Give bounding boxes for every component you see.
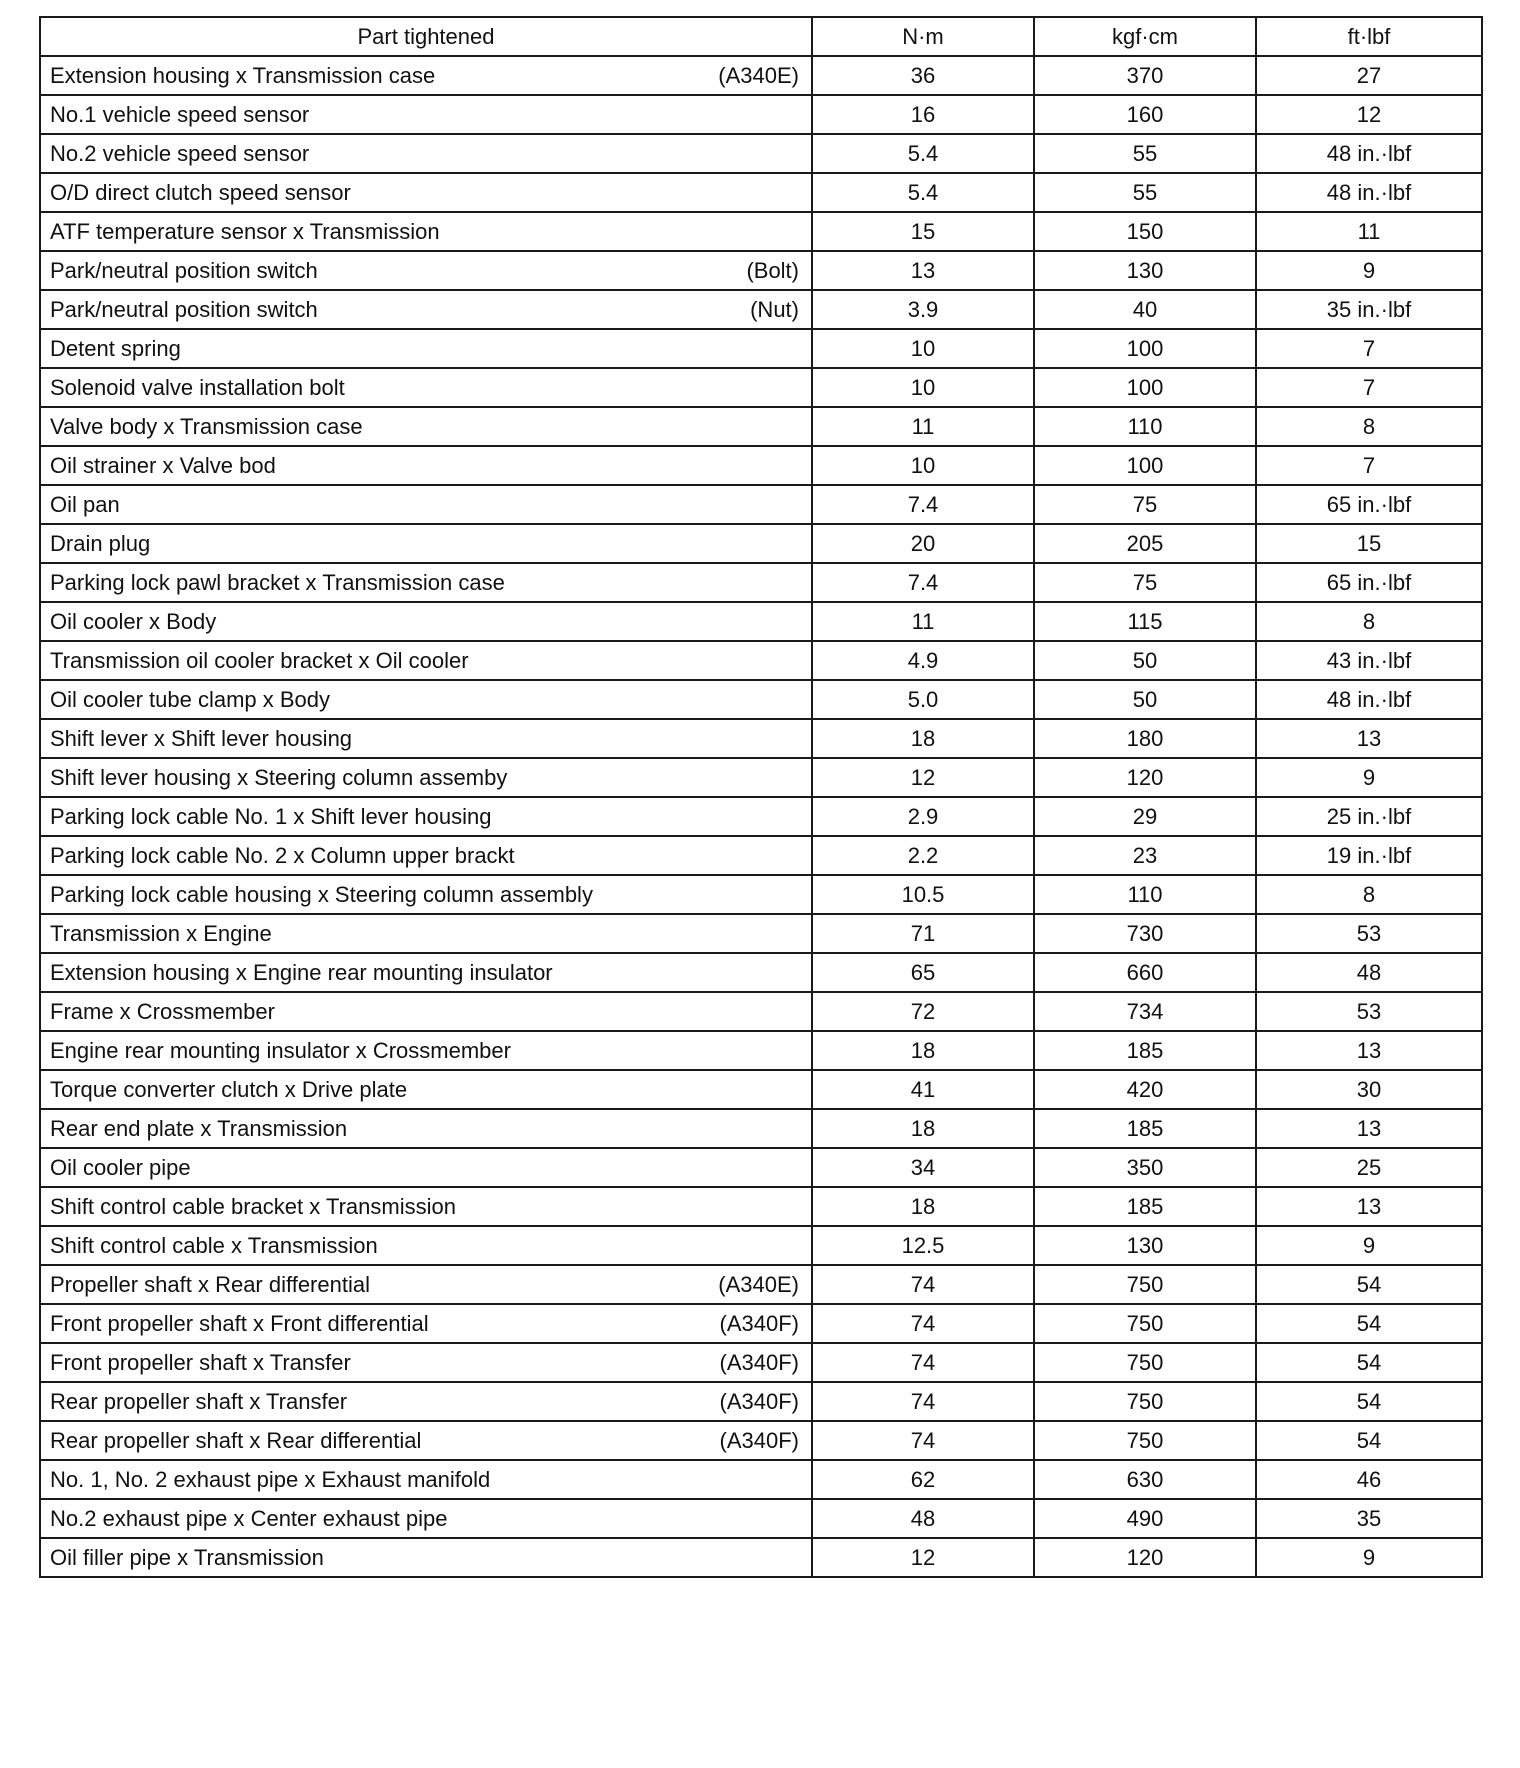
kgf-cm-value: 100 (1034, 446, 1256, 485)
nm-value: 18 (812, 719, 1034, 758)
kgf-cm-value: 115 (1034, 602, 1256, 641)
part-name: No. 1, No. 2 exhaust pipe x Exhaust manifold (50, 1467, 491, 1492)
part-cell (40, 1265, 812, 1304)
kgf-cm-value: 29 (1034, 797, 1256, 836)
nm-value: 5.4 (812, 134, 1034, 173)
nm-value: 5.0 (812, 680, 1034, 719)
nm-value: 10 (812, 329, 1034, 368)
part-cell-content (41, 1500, 811, 1537)
kgf-cm-value: 23 (1034, 836, 1256, 875)
table-row (40, 251, 1482, 290)
kgf-cm-value: 734 (1034, 992, 1256, 1031)
part-name: Oil filler pipe x Transmission (50, 1545, 324, 1570)
nm-value: 15 (812, 212, 1034, 251)
table-row (40, 1070, 1482, 1109)
nm-value: 62 (812, 1460, 1034, 1499)
part-name: Oil cooler pipe (50, 1155, 191, 1180)
table-row (40, 368, 1482, 407)
part-cell (40, 1538, 812, 1577)
part-name: Front propeller shaft x Transfer (50, 1350, 351, 1375)
part-cell-content (41, 1422, 811, 1459)
kgf-cm-value: 100 (1034, 368, 1256, 407)
ft-lbf-value: 54 (1256, 1304, 1482, 1343)
torque-spec-sheet (39, 16, 1483, 1578)
part-cell (40, 1460, 812, 1499)
kgf-cm-value: 120 (1034, 758, 1256, 797)
kgf-cm-value: 185 (1034, 1109, 1256, 1148)
part-name: Propeller shaft x Rear differential (50, 1272, 370, 1297)
part-cell (40, 1148, 812, 1187)
kgf-cm-value: 120 (1034, 1538, 1256, 1577)
part-cell-content (41, 915, 811, 952)
kgf-cm-value: 50 (1034, 641, 1256, 680)
nm-value: 74 (812, 1382, 1034, 1421)
part-cell (40, 524, 812, 563)
table-row (40, 641, 1482, 680)
part-name: Oil cooler tube clamp x Body (50, 687, 331, 712)
part-cell (40, 368, 812, 407)
part-name: Rear propeller shaft x Transfer (50, 1389, 348, 1414)
part-cell (40, 1226, 812, 1265)
ft-lbf-value: 8 (1256, 602, 1482, 641)
nm-value: 71 (812, 914, 1034, 953)
kgf-cm-value: 420 (1034, 1070, 1256, 1109)
part-name: Parking lock pawl bracket x Transmission case (50, 570, 505, 595)
part-name: Front propeller shaft x Front differential (50, 1311, 429, 1336)
part-cell-content (41, 174, 811, 211)
part-cell-content (41, 564, 811, 601)
part-cell-content (41, 1383, 811, 1420)
part-cell-content (41, 798, 811, 835)
part-cell-content (41, 720, 811, 757)
part-cell-content (41, 1344, 811, 1381)
table-row (40, 407, 1482, 446)
part-name: Rear propeller shaft x Rear differential (50, 1428, 422, 1453)
kgf-cm-value: 750 (1034, 1265, 1256, 1304)
part-cell (40, 992, 812, 1031)
part-name: Shift control cable bracket x Transmission (50, 1194, 456, 1219)
part-model-note: (A340F) (719, 1389, 799, 1414)
part-model-note: (A340E) (718, 1272, 799, 1297)
kgf-cm-value: 110 (1034, 407, 1256, 446)
nm-value: 10 (812, 446, 1034, 485)
part-name: Parking lock cable No. 2 x Column upper brackt (50, 843, 515, 868)
part-cell-content (41, 1071, 811, 1108)
table-row (40, 290, 1482, 329)
part-name: Transmission oil cooler bracket x Oil cooler (50, 648, 469, 673)
table-row (40, 1382, 1482, 1421)
part-cell (40, 329, 812, 368)
table-row (40, 329, 1482, 368)
part-cell (40, 1499, 812, 1538)
part-cell-content (41, 993, 811, 1030)
part-cell (40, 1031, 812, 1070)
ft-lbf-value: 12 (1256, 95, 1482, 134)
ft-lbf-value: 54 (1256, 1265, 1482, 1304)
part-name: No.1 vehicle speed sensor (50, 102, 310, 127)
ft-lbf-value: 9 (1256, 758, 1482, 797)
ft-lbf-value: 48 (1256, 953, 1482, 992)
part-cell-content (41, 1539, 811, 1576)
part-cell-content (41, 1227, 811, 1264)
torque-spec-table (39, 16, 1483, 1578)
ft-lbf-value: 43 in.·lbf (1256, 641, 1482, 680)
kgf-cm-value: 180 (1034, 719, 1256, 758)
part-cell (40, 1070, 812, 1109)
nm-value: 74 (812, 1343, 1034, 1382)
part-name: Rear end plate x Transmission (50, 1116, 348, 1141)
part-name: Drain plug (50, 531, 151, 556)
ft-lbf-value: 35 in.·lbf (1256, 290, 1482, 329)
part-name: Extension housing x Transmission case (50, 63, 436, 88)
part-name: Park/neutral position switch (50, 297, 318, 322)
part-cell (40, 1421, 812, 1460)
part-cell (40, 953, 812, 992)
part-cell-content (41, 408, 811, 445)
part-cell-content (41, 1032, 811, 1069)
kgf-cm-value: 205 (1034, 524, 1256, 563)
part-cell (40, 1382, 812, 1421)
header-kgf-cm: kgf·cm (1034, 17, 1256, 56)
kgf-cm-value: 660 (1034, 953, 1256, 992)
table-row (40, 95, 1482, 134)
part-cell (40, 680, 812, 719)
nm-value: 48 (812, 1499, 1034, 1538)
table-row (40, 563, 1482, 602)
kgf-cm-value: 50 (1034, 680, 1256, 719)
part-cell (40, 485, 812, 524)
ft-lbf-value: 19 in.·lbf (1256, 836, 1482, 875)
table-row (40, 875, 1482, 914)
table-row (40, 602, 1482, 641)
table-body (40, 56, 1482, 1577)
kgf-cm-value: 110 (1034, 875, 1256, 914)
part-cell (40, 446, 812, 485)
ft-lbf-value: 9 (1256, 251, 1482, 290)
header-ft-lbf: ft·lbf (1256, 17, 1482, 56)
part-cell (40, 251, 812, 290)
part-cell (40, 875, 812, 914)
kgf-cm-value: 75 (1034, 485, 1256, 524)
table-row (40, 797, 1482, 836)
part-cell-content (41, 1110, 811, 1147)
part-cell (40, 290, 812, 329)
table-row (40, 1148, 1482, 1187)
part-name: ATF temperature sensor x Transmission (50, 219, 440, 244)
nm-value: 34 (812, 1148, 1034, 1187)
kgf-cm-value: 150 (1034, 212, 1256, 251)
ft-lbf-value: 13 (1256, 1031, 1482, 1070)
part-cell-content (41, 96, 811, 133)
part-cell (40, 914, 812, 953)
nm-value: 11 (812, 407, 1034, 446)
table-row (40, 1538, 1482, 1577)
table-row (40, 212, 1482, 251)
table-row (40, 836, 1482, 875)
table-row (40, 1343, 1482, 1382)
ft-lbf-value: 48 in.·lbf (1256, 680, 1482, 719)
ft-lbf-value: 7 (1256, 368, 1482, 407)
part-cell-content (41, 954, 811, 991)
table-row (40, 719, 1482, 758)
part-cell-content (41, 252, 811, 289)
part-cell-content (41, 291, 811, 328)
part-name: Parking lock cable housing x Steering column assembly (50, 882, 593, 907)
part-cell (40, 407, 812, 446)
header-row (40, 17, 1482, 56)
kgf-cm-value: 160 (1034, 95, 1256, 134)
ft-lbf-value: 9 (1256, 1538, 1482, 1577)
nm-value: 11 (812, 602, 1034, 641)
ft-lbf-value: 13 (1256, 1187, 1482, 1226)
part-cell-content (41, 876, 811, 913)
part-name: Shift lever housing x Steering column assemby (50, 765, 508, 790)
table-row (40, 1304, 1482, 1343)
table-row (40, 1499, 1482, 1538)
ft-lbf-value: 48 in.·lbf (1256, 134, 1482, 173)
part-cell-content (41, 1188, 811, 1225)
kgf-cm-value: 750 (1034, 1304, 1256, 1343)
ft-lbf-value: 8 (1256, 875, 1482, 914)
ft-lbf-value: 65 in.·lbf (1256, 485, 1482, 524)
kgf-cm-value: 40 (1034, 290, 1256, 329)
table-row (40, 446, 1482, 485)
header-part-tightened: Part tightened (40, 17, 812, 56)
ft-lbf-value: 65 in.·lbf (1256, 563, 1482, 602)
part-cell (40, 173, 812, 212)
kgf-cm-value: 130 (1034, 251, 1256, 290)
table-row (40, 1031, 1482, 1070)
part-name: No.2 exhaust pipe x Center exhaust pipe (50, 1506, 448, 1531)
table-row (40, 1226, 1482, 1265)
nm-value: 7.4 (812, 485, 1034, 524)
part-cell (40, 56, 812, 95)
nm-value: 10 (812, 368, 1034, 407)
table-row (40, 56, 1482, 95)
ft-lbf-value: 9 (1256, 1226, 1482, 1265)
ft-lbf-value: 11 (1256, 212, 1482, 251)
kgf-cm-value: 185 (1034, 1187, 1256, 1226)
part-cell-content (41, 1461, 811, 1498)
kgf-cm-value: 185 (1034, 1031, 1256, 1070)
part-name: Parking lock cable No. 1 x Shift lever housing (50, 804, 492, 829)
part-name: Park/neutral position switch (50, 258, 318, 283)
part-cell-content (41, 447, 811, 484)
ft-lbf-value: 48 in.·lbf (1256, 173, 1482, 212)
part-cell-content (41, 681, 811, 718)
kgf-cm-value: 55 (1034, 173, 1256, 212)
part-cell-content (41, 330, 811, 367)
part-cell (40, 641, 812, 680)
part-name: Oil cooler x Body (50, 609, 217, 634)
part-cell (40, 836, 812, 875)
table-row (40, 1421, 1482, 1460)
ft-lbf-value: 53 (1256, 914, 1482, 953)
nm-value: 12 (812, 758, 1034, 797)
table-row (40, 1265, 1482, 1304)
part-model-note: (A340E) (718, 63, 799, 88)
nm-value: 2.9 (812, 797, 1034, 836)
ft-lbf-value: 15 (1256, 524, 1482, 563)
table-row (40, 758, 1482, 797)
part-cell (40, 1343, 812, 1382)
part-cell-content (41, 525, 811, 562)
ft-lbf-value: 27 (1256, 56, 1482, 95)
part-name: O/D direct clutch speed sensor (50, 180, 351, 205)
part-name: Oil pan (50, 492, 120, 517)
nm-value: 72 (812, 992, 1034, 1031)
part-name: Shift control cable x Transmission (50, 1233, 378, 1258)
ft-lbf-value: 46 (1256, 1460, 1482, 1499)
table-row (40, 485, 1482, 524)
ft-lbf-value: 25 in.·lbf (1256, 797, 1482, 836)
part-cell (40, 797, 812, 836)
part-name: Oil strainer x Valve bod (50, 453, 276, 478)
nm-value: 12 (812, 1538, 1034, 1577)
kgf-cm-value: 730 (1034, 914, 1256, 953)
nm-value: 74 (812, 1421, 1034, 1460)
nm-value: 13 (812, 251, 1034, 290)
nm-value: 18 (812, 1031, 1034, 1070)
part-model-note: (A340F) (719, 1311, 799, 1336)
nm-value: 5.4 (812, 173, 1034, 212)
table-row (40, 992, 1482, 1031)
part-name: Engine rear mounting insulator x Crossmember (50, 1038, 511, 1063)
nm-value: 2.2 (812, 836, 1034, 875)
part-cell-content (41, 837, 811, 874)
kgf-cm-value: 750 (1034, 1382, 1256, 1421)
ft-lbf-value: 7 (1256, 329, 1482, 368)
ft-lbf-value: 7 (1256, 446, 1482, 485)
part-cell (40, 134, 812, 173)
nm-value: 10.5 (812, 875, 1034, 914)
part-name: Valve body x Transmission case (50, 414, 363, 439)
part-cell (40, 719, 812, 758)
table-row (40, 1460, 1482, 1499)
part-name: Shift lever x Shift lever housing (50, 726, 353, 751)
part-model-note: (Nut) (750, 297, 799, 322)
header-nm: N·m (812, 17, 1034, 56)
nm-value: 18 (812, 1187, 1034, 1226)
nm-value: 65 (812, 953, 1034, 992)
ft-lbf-value: 13 (1256, 1109, 1482, 1148)
part-cell-content (41, 213, 811, 250)
part-cell-content (41, 1266, 811, 1303)
kgf-cm-value: 750 (1034, 1421, 1256, 1460)
part-model-note: (Bolt) (746, 258, 799, 283)
part-cell (40, 1187, 812, 1226)
part-name: Detent spring (50, 336, 181, 361)
kgf-cm-value: 350 (1034, 1148, 1256, 1187)
part-cell (40, 95, 812, 134)
part-cell-content (41, 486, 811, 523)
kgf-cm-value: 630 (1034, 1460, 1256, 1499)
part-cell-content (41, 603, 811, 640)
nm-value: 74 (812, 1265, 1034, 1304)
ft-lbf-value: 25 (1256, 1148, 1482, 1187)
table-row (40, 914, 1482, 953)
part-name: Extension housing x Engine rear mounting insulator (50, 960, 553, 985)
part-cell (40, 212, 812, 251)
ft-lbf-value: 30 (1256, 1070, 1482, 1109)
nm-value: 7.4 (812, 563, 1034, 602)
part-name: Torque converter clutch x Drive plate (50, 1077, 408, 1102)
part-name: Solenoid valve installation bolt (50, 375, 345, 400)
part-cell-content (41, 369, 811, 406)
part-cell (40, 1109, 812, 1148)
table-row (40, 524, 1482, 563)
table-row (40, 953, 1482, 992)
part-cell-content (41, 642, 811, 679)
part-cell (40, 1304, 812, 1343)
part-model-note: (A340F) (719, 1428, 799, 1453)
part-model-note: (A340F) (719, 1350, 799, 1375)
table-row (40, 680, 1482, 719)
nm-value: 12.5 (812, 1226, 1034, 1265)
part-cell (40, 758, 812, 797)
nm-value: 4.9 (812, 641, 1034, 680)
ft-lbf-value: 53 (1256, 992, 1482, 1031)
table-row (40, 1187, 1482, 1226)
part-name: No.2 vehicle speed sensor (50, 141, 310, 166)
part-name: Transmission x Engine (50, 921, 272, 946)
table-row (40, 1109, 1482, 1148)
ft-lbf-value: 54 (1256, 1382, 1482, 1421)
nm-value: 20 (812, 524, 1034, 563)
ft-lbf-value: 54 (1256, 1343, 1482, 1382)
nm-value: 41 (812, 1070, 1034, 1109)
ft-lbf-value: 54 (1256, 1421, 1482, 1460)
nm-value: 36 (812, 56, 1034, 95)
part-cell-content (41, 759, 811, 796)
part-cell-content (41, 135, 811, 172)
table-row (40, 173, 1482, 212)
nm-value: 16 (812, 95, 1034, 134)
part-cell (40, 563, 812, 602)
part-name: Frame x Crossmember (50, 999, 275, 1024)
nm-value: 18 (812, 1109, 1034, 1148)
table-row (40, 134, 1482, 173)
ft-lbf-value: 13 (1256, 719, 1482, 758)
kgf-cm-value: 490 (1034, 1499, 1256, 1538)
nm-value: 74 (812, 1304, 1034, 1343)
nm-value: 3.9 (812, 290, 1034, 329)
kgf-cm-value: 750 (1034, 1343, 1256, 1382)
kgf-cm-value: 75 (1034, 563, 1256, 602)
ft-lbf-value: 8 (1256, 407, 1482, 446)
kgf-cm-value: 100 (1034, 329, 1256, 368)
kgf-cm-value: 130 (1034, 1226, 1256, 1265)
part-cell-content (41, 57, 811, 94)
part-cell-content (41, 1305, 811, 1342)
kgf-cm-value: 370 (1034, 56, 1256, 95)
part-cell (40, 602, 812, 641)
ft-lbf-value: 35 (1256, 1499, 1482, 1538)
kgf-cm-value: 55 (1034, 134, 1256, 173)
part-cell-content (41, 1149, 811, 1186)
